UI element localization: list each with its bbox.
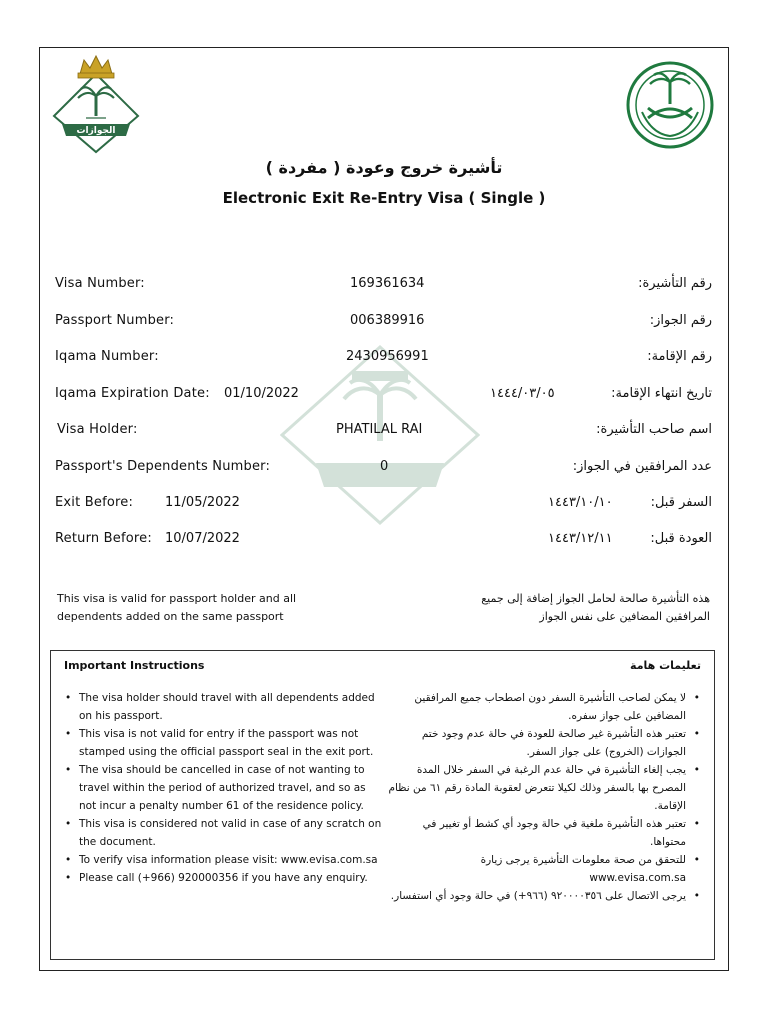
instruction-en-item: • This visa is considered not valid in case of any scratch on the document. (63, 815, 383, 851)
visa-holder-label: Visa Holder: (57, 422, 138, 437)
iqama-number-label-ar: رقم الإقامة: (647, 349, 712, 364)
instruction-ar-item: • يجب إلغاء التأشيرة في حالة عدم الرغبة في السفر خلال المدة المصرح بها بالسفر وذلك لكيلا تتعرض لعقوبة المادة رقم ٦١ من نظام الإقامة. (384, 761, 702, 815)
instruction-en-item: • Please call (+966) 920000356 if you have any enquiry. (63, 869, 383, 887)
dependents-value: 0 (380, 459, 389, 474)
instruction-ar-item: • للتحقق من صحة معلومات التأشيرة يرجى زيارة www.evisa.com.sa (384, 851, 702, 887)
exit-before-value: 11/05/2022 (165, 495, 240, 510)
instruction-ar-item: • تعتبر هذه التأشيرة ملغية في حالة وجود أي كشط أو تغيير في محتواها. (384, 815, 702, 851)
visa-holder-label-ar: اسم صاحب التأشيرة: (596, 422, 712, 437)
visa-number-label-ar: رقم التأشيرة: (638, 276, 712, 291)
exit-before-label: Exit Before: (55, 495, 134, 510)
instruction-ar-item: • تعتبر هذه التأشيرة غير صالحة للعودة في حالة عدم وجود ختم الجوازات (الخروج) على جواز السفر. (384, 725, 702, 761)
instructions-box (50, 650, 715, 960)
exit-before-label-ar: السفر قبل: (650, 495, 712, 510)
instruction-ar-item: • لا يمكن لصاحب التأشيرة السفر دون اصطحاب جميع المرافقين المضافين على جواز سفره. (384, 689, 702, 725)
passport-number-value: 006389916 (350, 313, 425, 328)
visa-number-value: 169361634 (350, 276, 425, 291)
instruction-en-item: • This visa is not valid for entry if the passport was not stamped using the official passport seal in the exit port. (63, 725, 383, 761)
instruction-ar-item: • يرجى الاتصال على ٩٢٠٠٠٠٣٥٦ (٩٦٦+) في حالة وجود أي استفسار. (384, 887, 702, 905)
return-before-value-hijri: ١٤٤٣/١٢/١١ (548, 531, 613, 546)
validity-note-ar-line1: هذه التأشيرة صالحة لحامل الجواز إضافة إلى جميع (481, 592, 710, 605)
dependents-label-ar: عدد المرافقين في الجواز: (572, 459, 712, 474)
instruction-en-item: • To verify visa information please visit: www.evisa.com.sa (63, 851, 383, 869)
saudi-emblem-icon (622, 60, 718, 150)
instruction-en-item: • The visa should be cancelled in case of not wanting to travel within the period of authorized travel, and so as not incur a penalty number 61 of the residence policy. (63, 761, 383, 815)
visa-number-label: Visa Number: (55, 276, 145, 291)
instructions-list-en (63, 689, 383, 887)
return-before-label: Return Before: (55, 531, 152, 546)
iqama-expiry-value: 01/10/2022 (224, 386, 299, 401)
passports-logo-icon (48, 52, 144, 156)
iqama-expiry-label-ar: تاريخ انتهاء الإقامة: (611, 386, 712, 401)
iqama-number-label: Iqama Number: (55, 349, 159, 364)
passport-number-label-ar: رقم الجواز: (649, 313, 712, 328)
iqama-number-value: 2430956991 (346, 349, 429, 364)
title-english: Electronic Exit Re-Entry Visa ( Single ) (222, 189, 546, 207)
validity-note-en-line2: dependents added on the same passport (57, 610, 284, 623)
title-arabic: تأشيرة خروج وعودة ( مفردة ) (265, 158, 503, 177)
iqama-expiry-label: Iqama Expiration Date: (55, 386, 210, 401)
validity-note-ar-line2: المرافقين المضافين على نفس الجواز (539, 610, 710, 623)
passport-number-label: Passport Number: (55, 313, 175, 328)
visa-holder-value: PHATILAL RAI (336, 422, 423, 437)
iqama-expiry-value-hijri: ١٤٤٤/٠٣/٠٥ (490, 386, 555, 401)
instructions-list-ar (384, 689, 702, 905)
return-before-value: 10/07/2022 (165, 531, 240, 546)
instructions-title-en: Important Instructions (64, 659, 205, 672)
exit-before-value-hijri: ١٤٤٣/١٠/١٠ (548, 495, 613, 510)
instructions-title-ar: تعليمات هامة (630, 659, 701, 672)
instruction-en-item: • The visa holder should travel with all dependents added on his passport. (63, 689, 383, 725)
dependents-label: Passport's Dependents Number: (55, 459, 271, 474)
passports-logo-caption: الجوازات (76, 126, 116, 136)
validity-note-en-line1: This visa is valid for passport holder and all (57, 592, 297, 605)
return-before-label-ar: العودة قبل: (650, 531, 712, 546)
